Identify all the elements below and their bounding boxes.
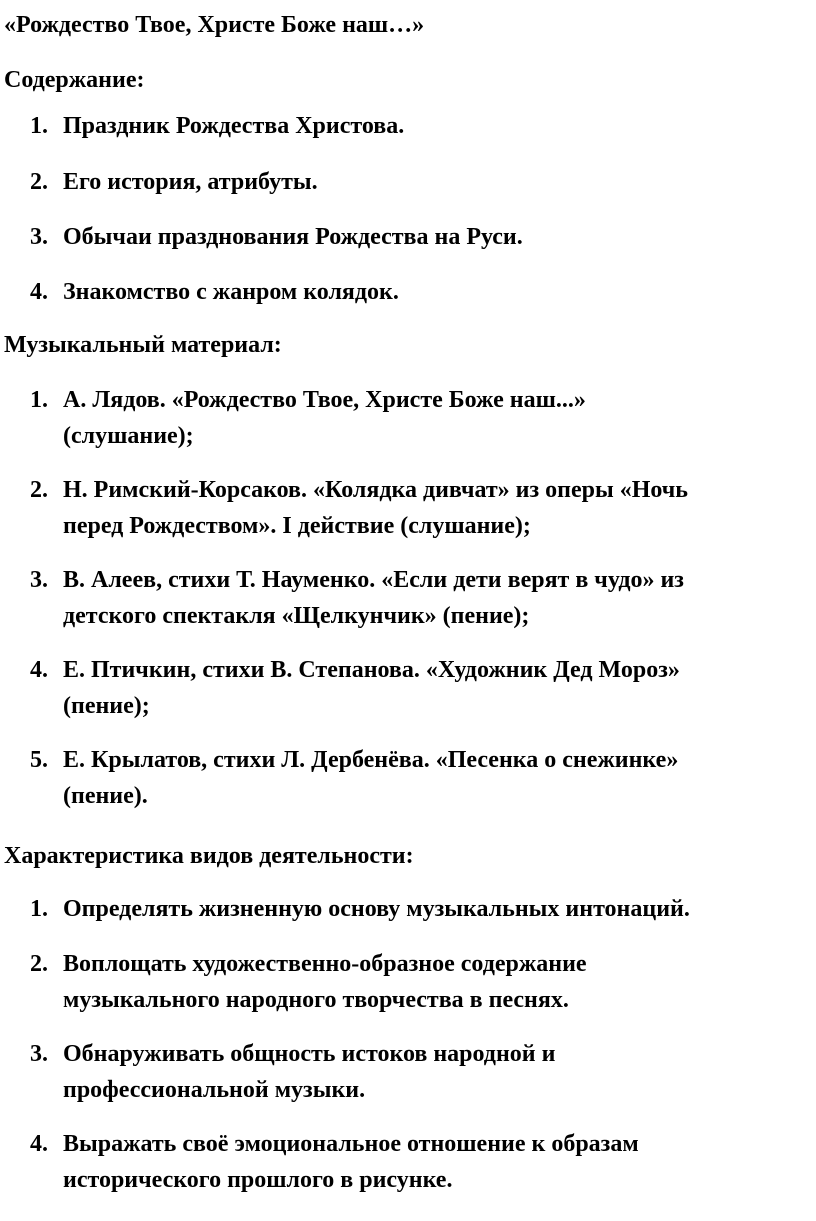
list-text: Его история, атрибуты. [63, 169, 318, 195]
list-text-line: В. Алеев, стихи Т. Науменко. «Если дети верят в чудо» из [63, 567, 684, 593]
list-text-line: А. Лядов. «Рождество Твое, Христе Боже наш...» [63, 387, 586, 413]
list-text [63, 891, 813, 927]
activities-heading: Характеристика видов деятельности: [4, 843, 414, 869]
list-text [63, 742, 813, 814]
list-text-line: Обнаруживать общность истоков народной и [63, 1041, 556, 1067]
list-text-line: (пение); [63, 693, 150, 719]
list-text: Обычаи празднования Рождества на Руси. [63, 224, 523, 250]
list-text: Знакомство с жанром колядок. [63, 279, 399, 305]
list-number: 4. [30, 279, 48, 305]
document-title: «Рождество Твое, Христе Боже наш…» [4, 12, 425, 38]
list-number: 2. [30, 169, 48, 195]
list-text-line: профессиональной музыки. [63, 1077, 366, 1103]
list-text-line: Воплощать художественно-образное содержание [63, 951, 587, 977]
list-text-line: детского спектакля «Щелкунчик» (пение); [63, 603, 530, 629]
list-text [63, 652, 813, 724]
list-text-line: перед Рождеством». I действие (слушание); [63, 513, 531, 539]
list-number: 1. [30, 113, 48, 139]
list-text-line: (пение). [63, 783, 148, 809]
list-text-line: исторического прошлого в рисунке. [63, 1167, 453, 1193]
list-text-line: музыкального народного творчества в песнях. [63, 987, 569, 1013]
list-text [63, 1126, 813, 1198]
list-text-line: Е. Крылатов, стихи Л. Дербенёва. «Песенка о снежинке» [63, 747, 679, 773]
list-number: 3. [30, 224, 48, 250]
list-text [63, 472, 813, 544]
list-number: 4. [30, 1131, 48, 1157]
list-number: 1. [30, 896, 48, 922]
list-number: 2. [30, 477, 48, 503]
list-number: 3. [30, 1041, 48, 1067]
list-text [63, 1036, 813, 1108]
list-number: 2. [30, 951, 48, 977]
list-text [63, 946, 813, 1018]
list-text [63, 562, 813, 634]
list-number: 5. [30, 747, 48, 773]
list-number: 3. [30, 567, 48, 593]
music-heading: Музыкальный материал: [4, 332, 282, 358]
list-number: 1. [30, 387, 48, 413]
contents-heading: Содержание: [4, 67, 145, 93]
list-number: 4. [30, 657, 48, 683]
list-text-line: (слушание); [63, 423, 194, 449]
list-text-line: Е. Птичкин, стихи В. Степанова. «Художник Дед Мороз» [63, 657, 680, 683]
list-text-line: Н. Римский-Корсаков. «Колядка дивчат» из оперы «Ночь [63, 477, 688, 503]
list-text-line: Выражать своё эмоциональное отношение к образам [63, 1131, 639, 1157]
list-text-line: Определять жизненную основу музыкальных интонаций. [63, 896, 690, 922]
list-text: Праздник Рождества Христова. [63, 113, 405, 139]
list-text [63, 382, 813, 454]
